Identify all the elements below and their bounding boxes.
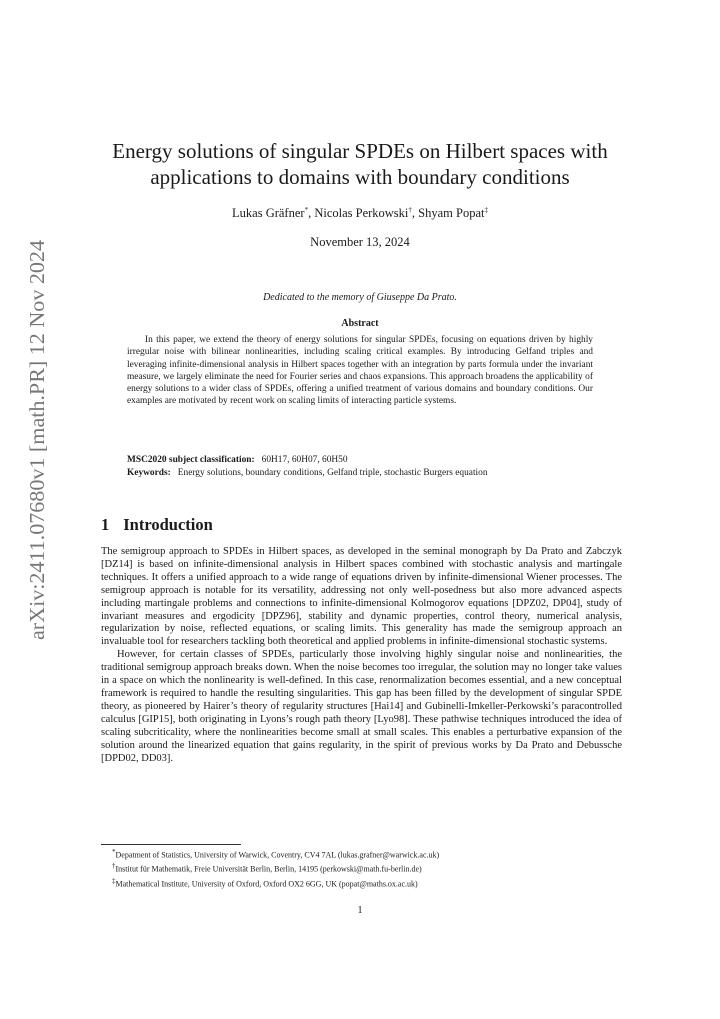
paragraph-1: The semigroup approach to SPDEs in Hilbert spaces, as developed in the seminal monograph by Da Prato and Zabczyk [DZ14] is based on infinite-dimensional analysis in Hilbert spaces combined with stochastic analysis and martingale techniques. It offers a unified approach to a wide range of equations driven by infinite-dimensional Wiener processes. The semigroup approach is notable for its versatility, addressing not only well-posedness but also more advanced aspects including martingale problems and connections to infinite-dimensional Kolmogorov equations [DPZ02, DP04], study of invariant measures and ergodicity [DPZ96], stability and dynamic properties, control theory, numerical analysis, regularization by noise, reflected equations, or scaling limits. This generality has made the semigroup approach an invaluable tool for researchers tackling both theoretical and applied problems in infinite-dimensional stochastic systems. bbox=[101, 546, 622, 648]
author-3-mark: ‡ bbox=[484, 206, 488, 214]
msc-label: MSC2020 subject classification: bbox=[127, 455, 255, 465]
footnote-2-text: Institut für Mathematik, Freie Universität Berlin, Berlin, 14195 (perkowski@math.fu-berlin.de) bbox=[115, 864, 422, 874]
section-title: Introduction bbox=[123, 515, 213, 534]
author-1-mark: * bbox=[304, 206, 309, 214]
paper-date: November 13, 2024 bbox=[310, 235, 410, 249]
author-3: Shyam Popat bbox=[418, 206, 485, 221]
section-heading bbox=[101, 515, 213, 535]
author-1: Lukas Gräfner bbox=[232, 206, 305, 221]
footnote-3 bbox=[112, 876, 612, 890]
title-line-2: applications to domains with boundary conditions bbox=[150, 165, 570, 189]
arxiv-stamp-text: arXiv:2411.07680v1 [math.PR] 12 Nov 2024 bbox=[25, 250, 49, 640]
footnote-1-text: Depatment of Statistics, University of Warwick, Coventry, CV4 7AL (lukas.grafner@warwick.ac.uk) bbox=[115, 850, 440, 860]
keywords bbox=[127, 467, 593, 479]
footnote-1-mark: * bbox=[112, 848, 116, 856]
arxiv-stamp bbox=[18, 240, 54, 640]
author-2: Nicolas Perkowski bbox=[314, 206, 409, 221]
footnotes bbox=[112, 847, 612, 890]
footnote-3-mark: ‡ bbox=[112, 876, 116, 885]
footnote-3-text: Mathematical Institute, University of Oxford, Oxford OX2 6GG, UK (popat@maths.ox.ac.uk) bbox=[115, 879, 418, 889]
page-number: 1 bbox=[357, 905, 363, 916]
author-list: Lukas Gräfner*, Nicolas Perkowski†, Shyam Popat‡ bbox=[232, 206, 488, 221]
keywords-label: Keywords: bbox=[127, 468, 171, 478]
abstract-text: In this paper, we extend the theory of energy solutions for singular SPDEs, focusing on equations driven by highly irregular noise with bilinear nonlinearities, including scaling critical examples. By introducing Gelfand triples and leveraging infinite-dimensional analysis in Hilbert spaces together with an integration by parts formula under the invariant measure, we largely eliminate the need for Fourier series and chaos expansions. This approach broadens the applicability of energy solutions to a wider class of SPDEs, offering a unified treatment of various domains and boundary conditions. Our examples are motivated by recent work on scaling limits of interacting particle systems. bbox=[127, 335, 593, 407]
introduction-body bbox=[101, 546, 622, 765]
dedication: Dedicated to the memory of Giuseppe Da Prato. bbox=[263, 292, 457, 303]
section-number: 1 bbox=[101, 515, 110, 534]
footnote-2 bbox=[112, 861, 612, 875]
paper-title bbox=[100, 138, 620, 190]
author-2-mark: † bbox=[408, 206, 412, 214]
footnote-1 bbox=[112, 847, 612, 861]
abstract-heading: Abstract bbox=[341, 318, 379, 329]
footnote-2-mark: † bbox=[112, 862, 116, 871]
msc-classification bbox=[127, 454, 593, 466]
keywords-value: Energy solutions, boundary conditions, Gelfand triple, stochastic Burgers equation bbox=[177, 468, 488, 478]
footnote-rule bbox=[101, 844, 241, 845]
paragraph-2: However, for certain classes of SPDEs, particularly those involving highly singular noise and nonlinearities, the traditional semigroup approach breaks down. When the noise becomes too irregular, the solution may no longer take values in a space on which the nonlinearity is well-defined. In this case, renormalization becomes essential, and a new conceptual framework is required to handle the resulting singularities. This gap has been filled by the development of singular SPDE theory, as pioneered by Hairer’s theory of regularity structures [Hai14] and Gubinelli-Imkeller-Perkowski’s paracontrolled calculus [GIP15], both originating in Lyons’s rough path theory [Lyo98]. These pathwise techniques introduced the idea of scaling subcriticality, where the nonlinearities become small at small scales. This enables a perturbative expansion of the solution around the linearized equation that gains regularity, in the spirit of previous works by Da Prato and Debussche [DPD02, DD03]. bbox=[101, 649, 622, 764]
title-line-1: Energy solutions of singular SPDEs on Hilbert spaces with bbox=[112, 139, 608, 163]
msc-value: 60H17, 60H07, 60H50 bbox=[261, 455, 348, 465]
